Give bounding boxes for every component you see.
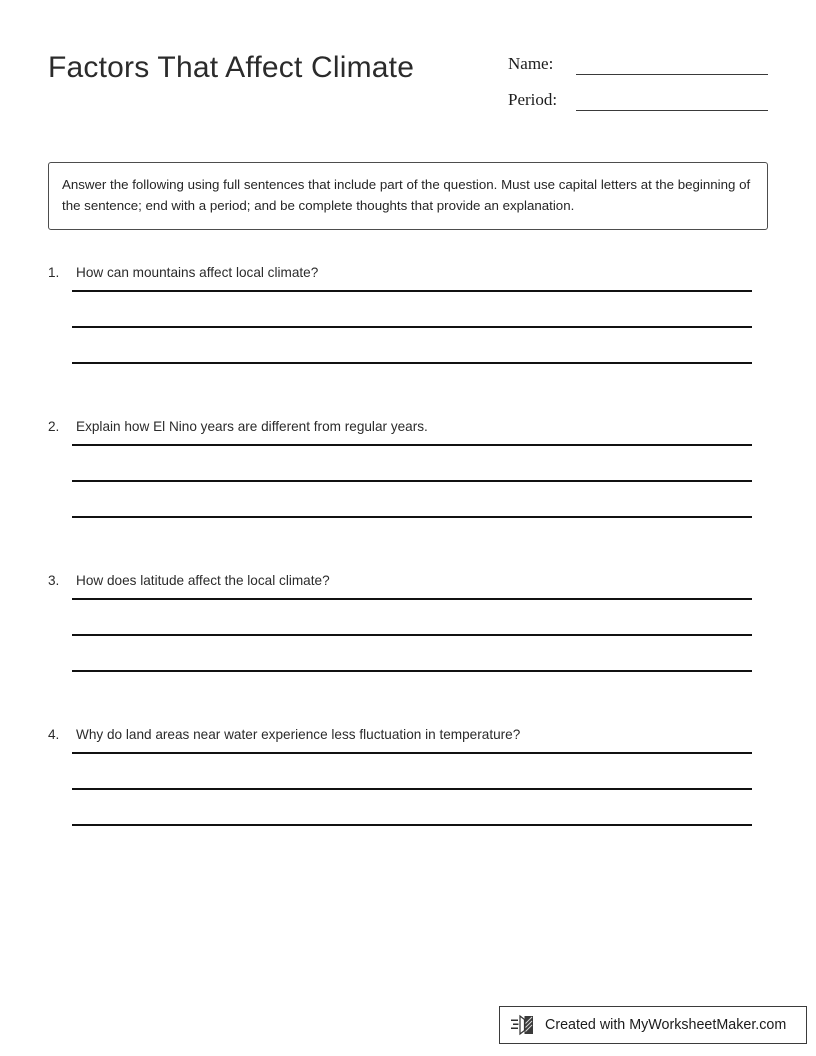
question-text: Explain how El Nino years are different from regular years. [76,419,428,434]
question-text: Why do land areas near water experience less fluctuation in temperature? [76,727,521,742]
answer-line[interactable] [72,444,752,446]
question-block-1 [0,262,816,416]
name-field-row [508,50,776,86]
question-number: 2. [48,419,60,434]
answer-line[interactable] [72,598,752,600]
instructions-box [48,162,768,230]
answer-line[interactable] [72,788,752,790]
period-field-row [508,86,776,122]
answer-line[interactable] [72,326,752,328]
question-block-4 [0,724,816,878]
answer-lines-1[interactable] [72,290,752,364]
answer-line[interactable] [72,752,752,754]
question-text: How can mountains affect local climate? [76,265,319,280]
page-title: Factors That Affect Climate [48,51,415,84]
question-text: How does latitude affect the local climate? [76,573,330,588]
answer-line[interactable] [72,480,752,482]
answer-line[interactable] [72,362,752,364]
answer-lines-3[interactable] [72,598,752,672]
question-number: 3. [48,573,60,588]
question-row [0,262,816,292]
question-number: 4. [48,727,60,742]
answer-line[interactable] [72,824,752,826]
question-row [0,416,816,446]
answer-line[interactable] [72,634,752,636]
worksheet-header [0,0,816,130]
question-block-3 [0,570,816,724]
question-row [0,724,816,754]
questions-list [0,262,816,878]
period-field-label: Period: [508,90,558,109]
created-with-badge-text: Created with MyWorksheetMaker.com [545,1017,787,1033]
created-with-badge[interactable] [499,1006,807,1044]
answer-lines-2[interactable] [72,444,752,518]
name-field-label: Name: [508,54,554,73]
answer-line[interactable] [72,670,752,672]
question-number: 1. [48,265,60,280]
worksheet-maker-logo-icon [511,1013,537,1037]
question-row [0,570,816,600]
period-field-input-rule[interactable] [576,110,768,111]
answer-line[interactable] [72,290,752,292]
answer-line[interactable] [72,516,752,518]
name-field-input-rule[interactable] [576,74,768,75]
answer-lines-4[interactable] [72,752,752,826]
question-block-2 [0,416,816,570]
instructions-text: Answer the following using full sentences that include part of the question. Must use capital letters at the beginning of the sentence; end with a period; and be complete thoughts that provide an explanation. [62,177,751,213]
student-info-fields [508,50,776,122]
